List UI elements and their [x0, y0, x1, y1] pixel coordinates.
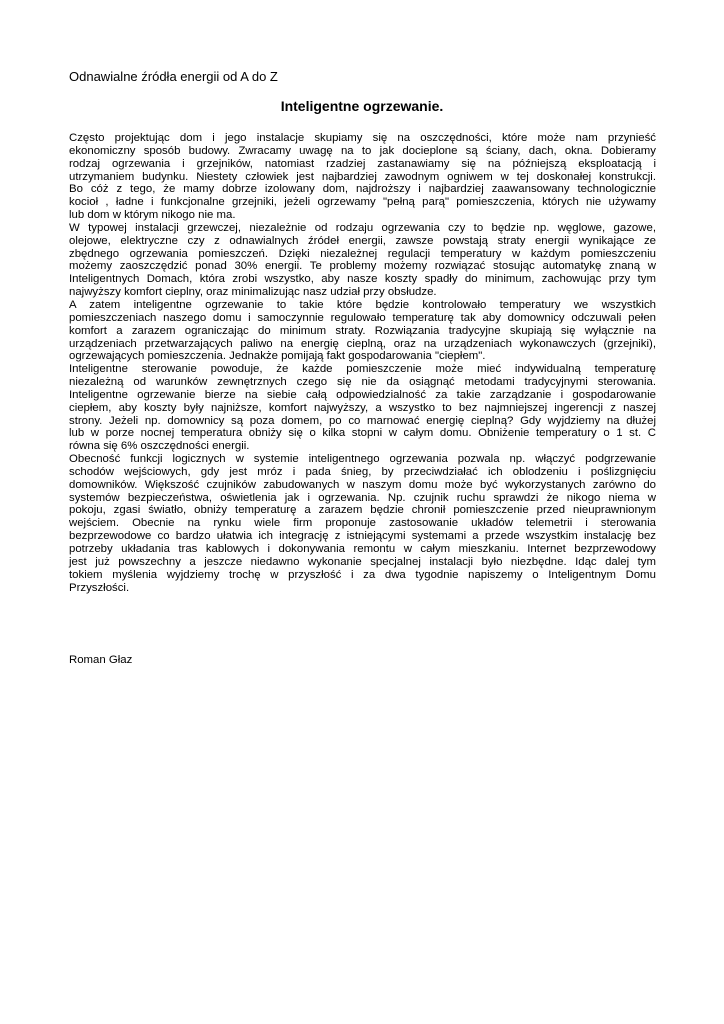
body-line: komfort a zarazem ograniczając do minimum straty. Rozwiązania tradycyjne skupiają się wyłącznie na: [69, 324, 656, 337]
body-line: ogrzewających pomieszczenia. Jednakże pomijają fakt gospodarowania "ciepłem".: [69, 350, 486, 363]
article-body: [69, 132, 656, 594]
body-line: strony. Jeżeli np. domownicy są poza domem, po co marnować energię cieplną? Gdy wyjdziemy na dłużej: [69, 414, 656, 427]
body-line: lub w porze nocnej temperatura obniży się o kilka stopni w całym domu. Obniżenie temperatury o 1 st. C: [69, 427, 656, 440]
body-line: Przyszłości.: [69, 581, 130, 594]
author-name: Roman Głaz: [69, 654, 133, 666]
body-line: W typowej instalacji grzewczej, niezależnie od rodzaju ogrzewania czy to będzie np. węglowe, gazowe,: [69, 221, 656, 234]
body-line: tokiem myślenia wyjdziemy trochę w przyszłość i za dwa tygodnie napiszemy o Inteligentnym Domu: [69, 568, 656, 581]
body-line: domowników. Większość czujników zabudowanych w naszym domu może być wykorzystanych zarówno do: [69, 478, 656, 491]
body-line: równa się 6% oszczędności energii.: [69, 440, 250, 453]
body-line: pomieszczeniach naszego domu i samoczynnie regulowało temperaturę tak aby domownicy odczuwali pełen: [69, 311, 656, 324]
body-line: rodzaj ogrzewania i grzejników, natomiast rzadziej zastanawiamy się na późniejszą eksploatacją i: [69, 157, 656, 170]
body-line: pokoju, zgasi światło, obniży temperaturę a zarazem będzie chronił pomieszczenie przed nieuprawnionym: [69, 504, 656, 517]
body-line: ciepłem, aby koszty były najniższe, komfort najwyższy, a wszystko to bez najmniejszej ingerencji z naszej: [69, 401, 656, 414]
body-line: olejowe, elektryczne czy z odnawialnych źródeł energii, zawsze powstają straty energii wynikające ze: [69, 234, 656, 247]
body-line: A zatem inteligentne ogrzewanie to takie które będzie kontrolowało temperatury we wszystkich: [69, 298, 656, 311]
body-line: Inteligentne ogrzewanie bierze na siebie całą odpowiedzialność za takie zarządzanie i gospodarowanie: [69, 388, 656, 401]
body-line: najwyższy komfort cieplny, oraz minimalizując nasz udział przy obsłudze.: [69, 286, 437, 299]
body-line: lub dom w którym nikogo nie ma.: [69, 209, 236, 222]
body-line: możemy zaoszczędzić ponad 30% energii. Te problemy możemy rozwiązać stosując automatykę znaną w: [69, 260, 656, 273]
body-line: utrzymaniem budynku. Niestety człowiek jest najbardziej zawodnym ogniwem w tej doskonałej konstrukcji.: [69, 170, 656, 183]
body-line: wejściem. Obecnie na rynku wiele firm proponuje zastosowanie układów telemetrii i sterowania: [69, 517, 656, 530]
body-line: niezależną od warunków zewnętrznych czego się nie da osiągnąć metodami tradycyjnymi sterowania.: [69, 376, 656, 389]
body-line: Bo cóż z tego, że mamy dobrze izolowany dom, najdroższy i najbardziej zaawansowany technologicznie: [69, 183, 656, 196]
body-line: schodów wejściowych, gdy jest mróz i pada śnieg, by przeciwdziałać ich oblodzeniu i poślizgnięciu: [69, 465, 656, 478]
body-line: kocioł , ładne i funkcjonalne grzejniki, jeżeli ogrzewamy "pełną parą" pomieszczenia, których nie używamy: [69, 196, 656, 209]
article-title: Inteligentne ogrzewanie.: [280, 98, 444, 114]
body-line: bezprzewodowe co bardzo ułatwia ich integrację z istniejącymi systemami a przede wszystkim instalację bez: [69, 530, 656, 543]
body-line: Inteligentne sterowanie powoduje, że każde pomieszczenie może mieć indywidualną temperaturę: [69, 363, 656, 376]
body-line: jest już powszechny a jeszcze niedawno wykonanie specjalnej instalacji było niezbędne. Idąc dalej tym: [69, 555, 656, 568]
body-line: urządzeniach przetwarzających paliwo na energię cieplną, oraz na urządzeniach wykonawczych (grzejniki),: [69, 337, 656, 350]
series-title: Odnawialne źródła energii od A do Z: [69, 69, 278, 84]
body-line: zbędnego ogrzewania pomieszczeń. Dzięki niezależnej regulacji temperatury w każdym pomieszczeniu: [69, 247, 656, 260]
body-line: Inteligentnych Domach, która zrobi wszystko, aby nasze koszty spadły do minimum, zachowując przy tym: [69, 273, 656, 286]
body-line: potrzeby układania tras kablowych i dokonywania remontu w całym mieszkaniu. Internet bezprzewodowy: [69, 543, 656, 555]
body-line: ekonomiczny sposób budowy. Zwracamy uwagę na to jak docieplone są ściany, dach, okna. Dobieramy: [69, 144, 656, 157]
body-line: systemów bezpieczeństwa, oświetlenia jak i ogrzewania. Np. czujnik ruchu sprawdzi że nikogo niema w: [69, 491, 656, 504]
body-line: Obecność funkcji logicznych w systemie inteligentnego ogrzewania pozwala np. włączyć podgrzewanie: [69, 453, 656, 466]
body-line: Często projektując dom i jego instalacje skupiamy się na oszczędności, które może nam przynieść: [69, 132, 656, 144]
